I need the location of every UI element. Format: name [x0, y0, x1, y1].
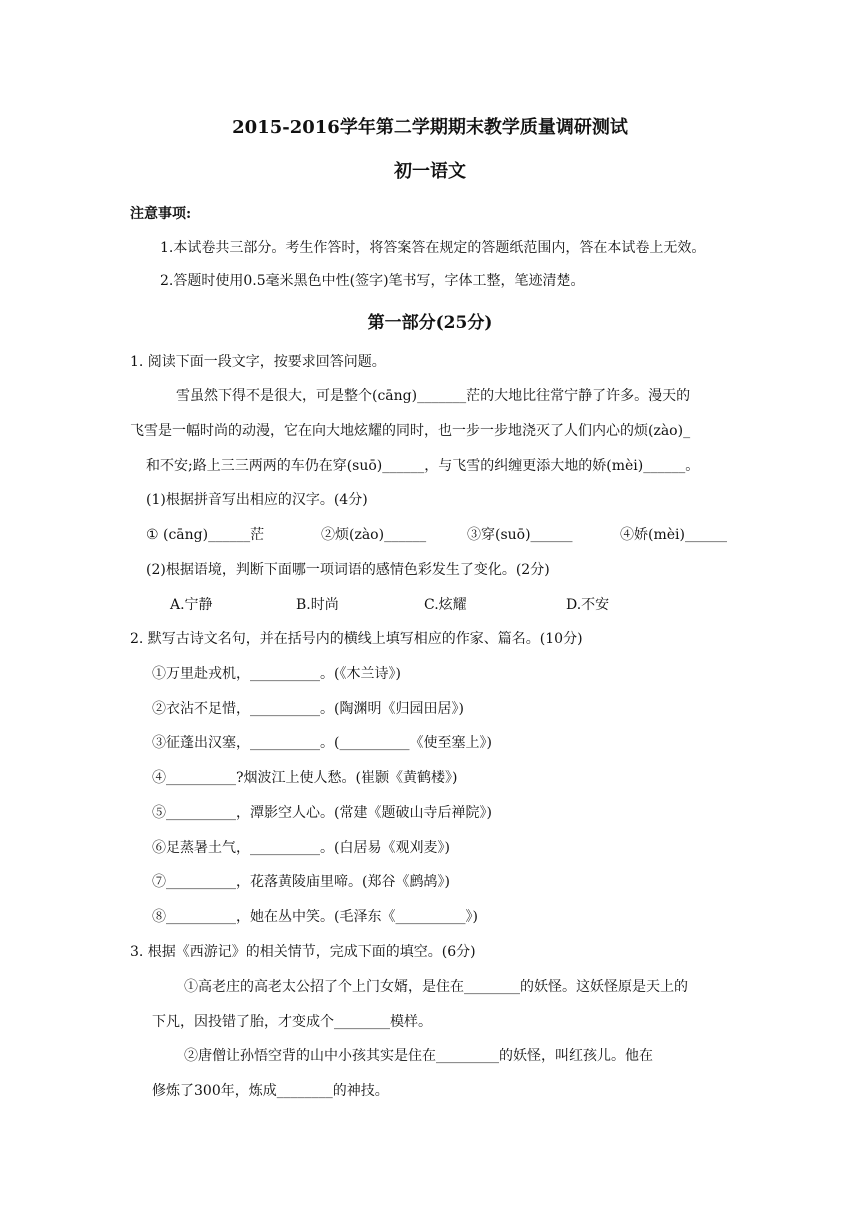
q2-stem: 2. 默写古诗文名句，并在括号内的横线上填写相应的作家、篇名。(10分) — [130, 631, 583, 647]
exam-title: 2015-2016学年第二学期期末教学质量调研测试 — [232, 117, 628, 138]
q1-sub1-option: ②烦(zào)______ — [321, 527, 427, 543]
q2-line: ④__________?烟波江上使人愁。(崔颢《黄鹤楼》) — [152, 770, 458, 786]
q2-line: ⑤__________，潭影空人心。(常建《题破山寺后禅院》) — [152, 805, 492, 821]
q3-stem: 3. 根据《西游记》的相关情节，完成下面的填空。(6分) — [130, 944, 476, 960]
q2-line: ①万里赴戎机，__________。(《木兰诗》) — [152, 666, 401, 682]
notice-item: 2.答题时使用0.5毫米黑色中性(签字)笔书写，字体工整，笔迹清楚。 — [160, 273, 585, 289]
q2-line: ⑧__________，她在丛中笑。(毛泽东《__________》) — [152, 909, 478, 925]
subject-title: 初一语文 — [394, 161, 466, 182]
q1-sub2-option: A.宁静 — [170, 597, 213, 613]
q1-passage-line: 雪虽然下得不是很大，可是整个(cāng)_______茫的大地比往常宁静了许多。漫天的 — [176, 388, 691, 404]
q1-sub1-option: ① (cāng)______茫 — [146, 527, 265, 543]
q1-sub2: (2)根据语境，判断下面哪一项词语的感情色彩发生了变化。(2分) — [146, 562, 550, 578]
q1-sub2-option: D.不安 — [566, 597, 610, 613]
part1-heading: 第一部分(25分) — [367, 313, 493, 333]
q1-sub1-option: ③穿(suō)______ — [467, 527, 573, 543]
q2-line: ②衣沾不足惜，__________。(陶渊明《归园田居》) — [152, 701, 464, 717]
q1-passage-line: 和不安;路上三三两两的车仍在穿(suō)______，与飞雪的纠缠更添大地的娇(mèi)______。 — [146, 458, 700, 474]
q1-sub1-option: ④娇(mèi)______ — [620, 527, 727, 543]
notice-item: 1.本试卷共三部分。考生作答时，将答案答在规定的答题纸范围内，答在本试卷上无效。 — [160, 240, 706, 256]
q1-sub1: (1)根据拼音写出相应的汉字。(4分) — [146, 492, 368, 508]
q2-line: ⑥足蒸暑土气，__________。(白居易《观刈麦》) — [152, 840, 450, 856]
q3-line: ②唐僧让孙悟空背的山中小孩其实是住在_________的妖怪，叫红孩儿。他在 — [184, 1048, 653, 1064]
q1-stem: 1. 阅读下面一段文字，按要求回答问题。 — [130, 354, 386, 370]
q3-line: ①高老庄的高老太公招了个上门女婿，是住在________的妖怪。这妖怪原是天上的 — [184, 979, 688, 995]
q3-line: 下凡，因投错了胎，才变成个________模样。 — [152, 1014, 432, 1030]
q2-line: ③征蓬出汉塞，__________。(__________《使至塞上》) — [152, 735, 492, 751]
q1-sub2-option: C.炫耀 — [424, 597, 467, 613]
q1-sub2-option: B.时尚 — [296, 597, 339, 613]
q1-passage-line: 飞雪是一幅时尚的动漫，它在向大地炫耀的同时，也一步一步地浇灭了人们内心的烦(zào)_ — [130, 423, 691, 439]
q2-line: ⑦__________，花落黄陵庙里啼。(郑谷《鹧鸪》) — [152, 874, 450, 890]
notice-heading: 注意事项: — [130, 206, 192, 222]
q3-line: 修炼了300年，炼成________的神技。 — [152, 1083, 389, 1099]
